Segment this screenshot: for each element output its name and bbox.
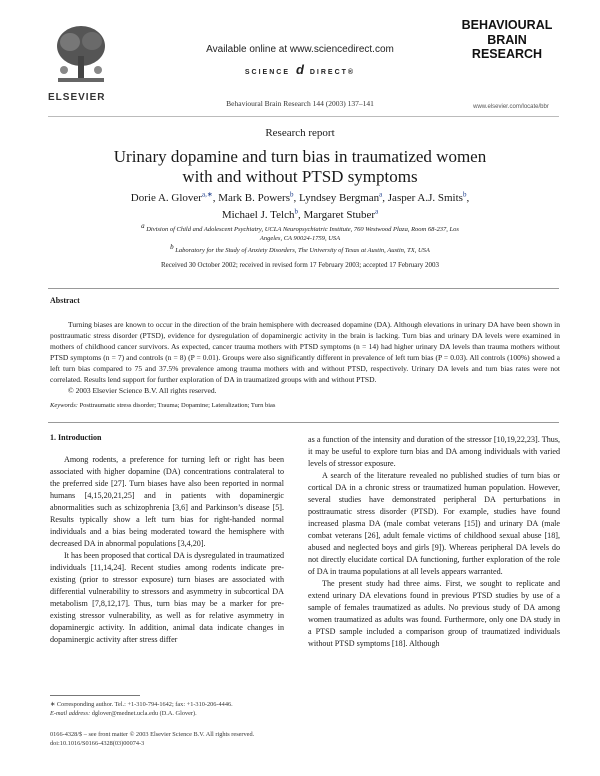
footnote-contact: ∗ Corresponding author. Tel.: +1-310-794-1642; fax: +1-310-206-4446. <box>50 701 233 708</box>
author: Michael J. Telch$^b$, <box>221 207 304 221</box>
abstract-text: Turning biases are known to occur in the direction of the brain hemisphere with decreased dopamine (DA). Although elevations in urinary DA have been shown in posttraumatic stress disorder (PTSD), evidence for dysregulation of dopaminergic activity in the brain is lacking. Turn bias and urinary DA levels were examined in mothers of childhood cancer survivors. As expected, cancer trauma mothers with PTSD symptoms (n = 14) had higher urinary DA levels than trauma mothers without PTSD symptoms (n = 7) and controls (n = 8) (P = 0.01). Groups were also significantly different in prevalence of left turn bias (P = 0.03). All controls (100%) showed a left turn bias compared to 75 and 37.5% prevalence among trauma mothers with and without PTSD, respectively. Urinary DA levels and turn bias rates were not correlated. Results lend support for further exploration of DA in traumatized groups with and without PTSD. <box>50 320 560 384</box>
section-heading: 1. Introduction <box>50 433 102 442</box>
journal-logo-line: BEHAVIOURAL <box>461 18 553 32</box>
affiliation-a: $^a$ Division of Child and Adolescent Psychiatry, UCLA Neuropsychiatric Institute, 760 Westwood Plaza, Room 68-237, Los Angeles, CA 90024-1759, USA <box>141 221 459 242</box>
abstract-copyright: © 2003 Elsevier Science B.V. All rights reserved. <box>68 386 217 395</box>
affiliation-b: $^b$ Laboratory for the Study of Anxiety Disorders, The University of Texas at Austin, Austin, TX, USA <box>170 242 430 254</box>
paragraph: as a function of the intensity and duration of the stressor [10,19,22,23]. Thus, it may be useful to explore turn bias and DA among individuals with varied levels of stressor exposure. <box>308 435 560 468</box>
paragraph: Among rodents, a preference for turning left or right has been associated with higher dopamine (DA) concentrations contralateral to the preferred side [27]. Turn biases have also been reported in normal humans [4,15,20,21,25] and in patients with dopaminergic abnormalities such as schizophrenia [3,6] and Parkinson’s disease [5]. Results typically show a left turn bias for right-handed normal individuals and a bias being moderated toward the hemisphere with decreased DA in abnormal populations [3,4,20]. <box>50 455 284 548</box>
paragraph: The present study had three aims. First, we sought to replicate and extend urinary DA elevations found in previous PTSD studies by use of a sample of females traumatized as adults. No previous study of DA among women traumatized as adults was found. Furthermore, only one DA study in a PTSD sample included a comparison group of traumatized individuals without PTSD symptoms [18]. Although <box>308 579 560 648</box>
abstract-bottom-divider <box>48 422 559 423</box>
journal-logo-line: BRAIN <box>487 32 527 47</box>
footnote-email: E-mail address: dglover@mednet.ucla.edu (D.A. Glover). <box>50 710 197 717</box>
journal-logo <box>452 18 562 62</box>
journal-url[interactable]: www.elsevier.com/locate/bbr <box>473 104 549 110</box>
sd-at-icon: d <box>295 62 304 77</box>
title-line: with and without PTSD symptoms <box>182 167 418 186</box>
author: Lyndsey Bergman$^a$, <box>299 190 388 204</box>
header-divider <box>48 116 559 117</box>
paragraph: It has been proposed that cortical DA is dysregulated in traumatized individuals [11,14,24]. Recent studies among rodents indicate pre-existing (prior to stressor exposure) turn biases are associated with differential vulnerability to stressors and asymmetry in subcortical DA metabolism [7,8,12,17]. Thus, turn bias may be a marker for pre-existing stressor vulnerability, as well as for relative asymmetry in dopaminergic activity. In addition, animal data indicate changes in dopaminergic activity after stress differ <box>50 551 284 644</box>
right-column <box>308 434 560 650</box>
issn-line: 0166-4328/$ – see front matter © 2003 Elsevier Science B.V. All rights reserved. <box>50 731 255 738</box>
author-list <box>60 190 540 224</box>
sd-word-left: SCIENCE <box>244 69 291 76</box>
keywords: Keywords: Posttraumatic stress disorder; Trauma; Dopamine; Lateralization; Turn bias <box>50 402 276 409</box>
publisher-name: ELSEVIER <box>48 92 106 103</box>
sciencedirect-wordmark <box>0 62 600 77</box>
author: Margaret Stuber$^a$ <box>303 207 379 221</box>
left-column <box>50 454 284 646</box>
footnote-divider <box>50 695 140 696</box>
corresponding-author-footnote <box>50 700 290 718</box>
sd-word-right: DIRECT® <box>309 69 356 76</box>
journal-citation: Behavioural Brain Research 144 (2003) 137–141 <box>226 99 374 108</box>
article-title <box>60 147 540 187</box>
journal-logo-line: RESEARCH <box>471 47 543 61</box>
author: Mark B. Powers$^b$, <box>218 190 300 204</box>
doi-line[interactable]: doi:10.1016/S0166-4328(03)00074-3 <box>50 740 145 747</box>
abstract-top-divider <box>48 288 559 289</box>
abstract-heading: Abstract <box>50 296 80 305</box>
author: Dorie A. Glover$^{a,∗}$, <box>130 190 219 204</box>
sciencedirect-availability[interactable]: Available online at www.sciencedirect.com <box>206 44 394 55</box>
author: Jasper A.J. Smits$^b$, <box>387 190 470 204</box>
publication-info <box>50 730 450 748</box>
received-dates: Received 30 October 2002; received in revised form 17 February 2003; accepted 17 February 2003 <box>161 261 439 269</box>
title-line: Urinary dopamine and turn bias in traumatized women <box>113 147 487 166</box>
article-type: Research report <box>265 127 335 139</box>
paragraph: A search of the literature revealed no published studies of turn bias or cortical DA in a chronic stress or traumatized human population. However, several studies have demonstrated peripheral DA perturbations in posttraumatic stress disorder (PTSD). For example, studies have found increased plasma DA (male combat veterans [15]) and urinary DA (male combat veterans [26], adult female victims of childhood sexual abuse [18], abused and neglected boys and girls [9]). Whereas peripheral DA levels do not directly elucidate cortical DA functioning, further exploration of the role of DA in trauma populations at all levels appears warranted. <box>308 471 560 576</box>
